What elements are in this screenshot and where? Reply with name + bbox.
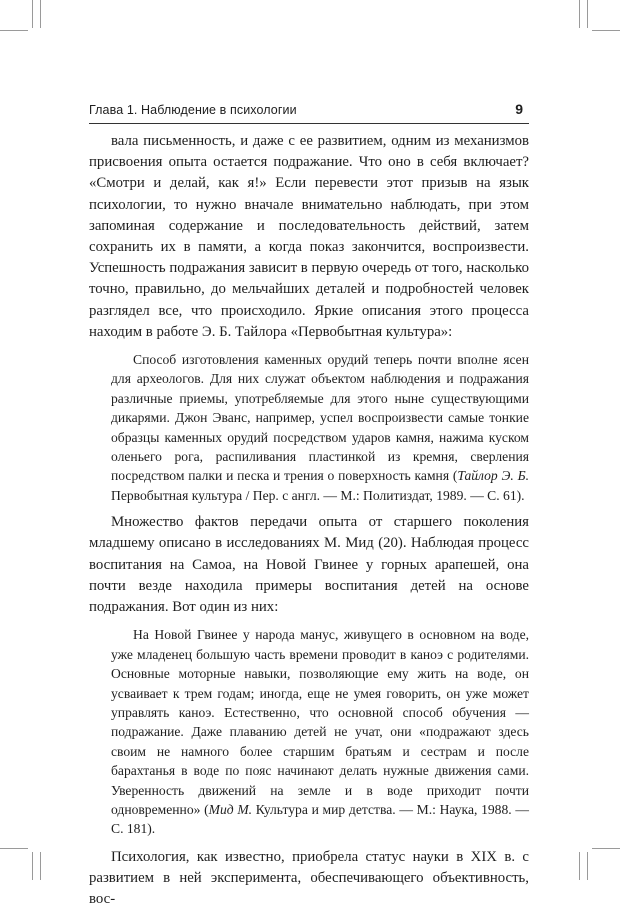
running-head (89, 101, 529, 124)
quote-text: Способ изготовления каменных орудий теперь почти вполне ясен для археологов. Для них служат объектом наблюдения и подражания различные приемы, употребляемые для этого ныне существующими дикарями. Джон Эванс, например, успел воспроизвести самые тонкие образцы каменных орудий посредством ударов камня, нажима куском оленьего рога, распиливания пластинкой из кремня, сверления посредством палки и песка и трения о поверхность камня ( (111, 352, 529, 484)
crop-mark (40, 852, 41, 880)
crop-mark (579, 0, 580, 28)
chapter-title: Глава 1. Наблюдение в психологии (89, 103, 297, 117)
crop-mark (0, 30, 28, 31)
quote-reference: Культура и мир детства. — М.: Наука, 1988. — С. 181). (111, 801, 529, 837)
page-number: 9 (515, 101, 523, 117)
quote-author: Мид М. (208, 801, 253, 817)
crop-mark (32, 0, 33, 28)
crop-mark (32, 852, 33, 880)
block-quote (89, 350, 529, 505)
paragraph: вала письменность, и даже с ее развитием, одним из механизмов присвоения опыта остается подражание. Что оно в себя включает? «Смотри и делай, как я!» Если перевести этот призыв на язык психологии, то нужно вначале внимательно наблюдать, при этом запоминая содержание и последовательность действий, затем сохранить их в памяти, а когда показ закончится, воспроизвести. Успешность подражания зависит в первую очередь от того, насколько точно, правильно, до мельчайших деталей и подробностей человек разглядел все, что происходило. Яркие описания этого процесса находим в работе Э. Б. Тайлора «Первобытная культура»: (89, 133, 529, 340)
quote-reference: Первобытная культура / Пер. с англ. — М.: Политиздат, 1989. — С. 61). (111, 487, 525, 503)
crop-mark (579, 852, 580, 880)
crop-mark (592, 30, 620, 31)
quote-text: На Новой Гвинее у народа манус, живущего в основном на воде, уже младенец большую часть времени проводит в каноэ с родителями. Основные моторные навыки, позволяющие ему жить на воде, он усваивает к трем годам; иногда, еще не умея говорить, он уже может управлять каноэ. Естественно, что основной способ обучения — подражание. Даже плаванию детей не учат, они «подражают здесь своим не намного более старшим братьям и сестрам и после барахтанья в воде по пояс начинают делать нужные движения сами. Уверенность движений на земле и в воде приходит почти одновременно» ( (111, 627, 529, 817)
paragraph: Множество фактов передачи опыта от старшего поколения младшему описано в исследованиях М. Мид (20). Наблюдая процесс воспитания на Самоа, на Новой Гвинее у горных арапешей, она почти везде находила примеры воспитания детей на основе подражания. Вот один из них: (89, 514, 529, 616)
page-body (89, 131, 529, 910)
block-quote (89, 625, 529, 838)
crop-mark (0, 848, 28, 849)
crop-mark (40, 0, 41, 28)
crop-mark (587, 852, 588, 880)
quote-author: Тайлор Э. Б. (457, 468, 529, 484)
paragraph: Психология, как известно, приобрела статус науки в XIX в. с развитием в ней эксперимента, обеспечивающего объективность, вос- (89, 848, 529, 908)
crop-mark (587, 0, 588, 28)
crop-mark (592, 848, 620, 849)
